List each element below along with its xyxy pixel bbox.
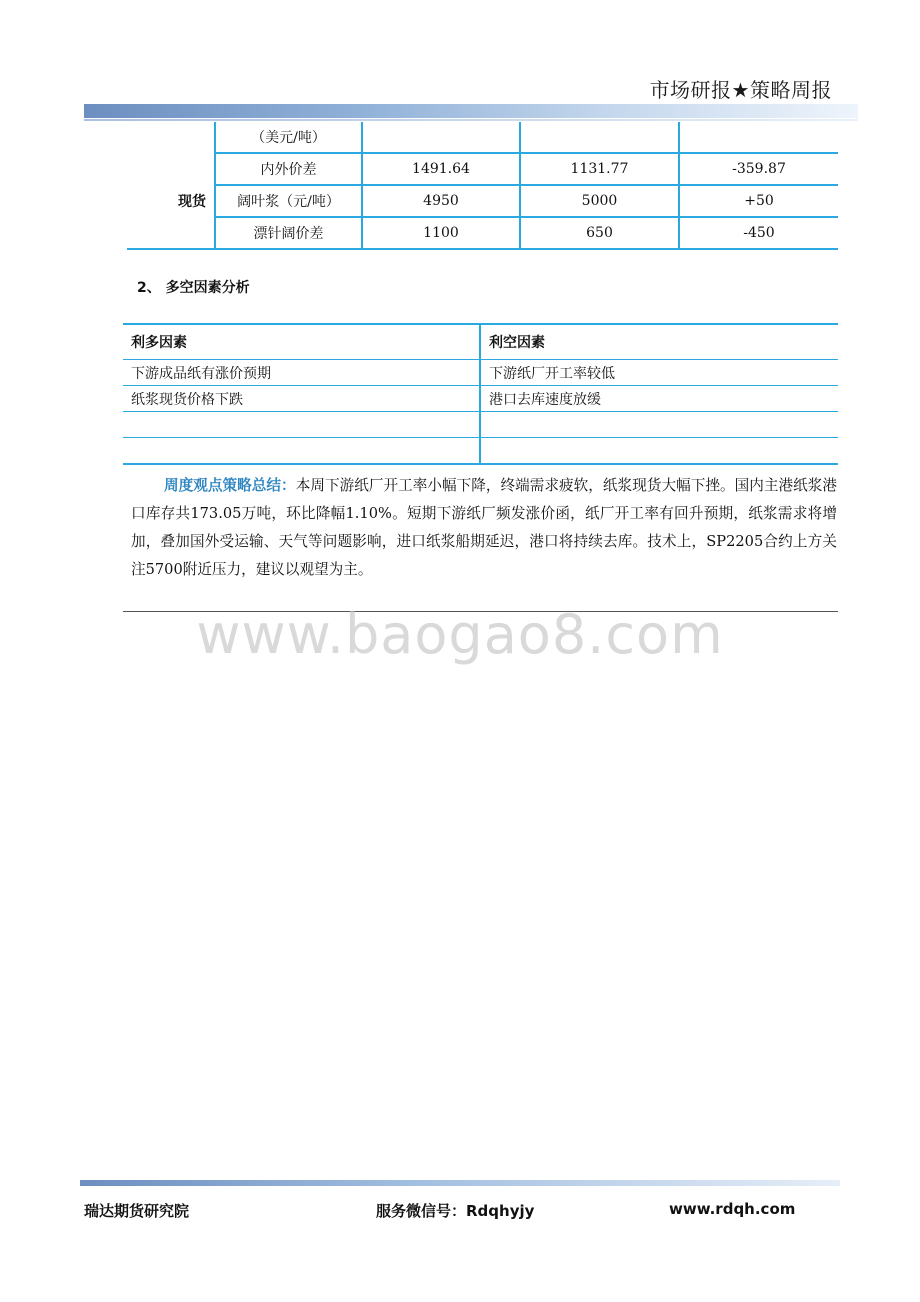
bullish-factor: 下游成品纸有涨价预期 bbox=[123, 360, 480, 386]
group-cell: 现货 bbox=[127, 185, 215, 217]
item-cell: 漂针阔价差 bbox=[215, 217, 362, 249]
summary-text: 本周下游纸厂开工率小幅下降，终端需求疲软，纸浆现货大幅下挫。国内主港纸浆港口库存共173.05万吨，环比降幅1.10%。短期下游纸厂频发涨价函，纸厂开工率有回升预期，纸浆需求将增加，叠加国外受运输、天气等问题影响，进口纸浆船期延迟，港口将持续去库。技术上，SP2205合约上方关注5700附近压力，建议以观望为主。 bbox=[131, 477, 837, 578]
bullish-factors-header: 利多因素 bbox=[123, 324, 480, 360]
table-row bbox=[127, 122, 838, 153]
change-cell bbox=[679, 122, 838, 153]
footer-organization: 瑞达期货研究院 bbox=[84, 1202, 190, 1220]
bullish-factor: 纸浆现货价格下跌 bbox=[123, 386, 480, 412]
footer-wechat: 服务微信号：Rdqhyjy bbox=[376, 1202, 535, 1220]
value-cell: 650 bbox=[520, 217, 679, 249]
header-divider-line bbox=[84, 119, 858, 121]
factor-table bbox=[123, 323, 838, 465]
item-cell: 内外价差 bbox=[215, 153, 362, 185]
weekly-strategy-summary bbox=[131, 472, 837, 584]
value-cell: 4950 bbox=[362, 185, 520, 217]
change-cell: -450 bbox=[679, 217, 838, 249]
watermark: www.baogao8.com bbox=[196, 603, 724, 666]
header-divider-bar bbox=[84, 104, 858, 118]
bearish-factor bbox=[480, 412, 838, 438]
table-row bbox=[123, 412, 838, 438]
group-cell bbox=[127, 217, 215, 249]
value-cell: 1100 bbox=[362, 217, 520, 249]
value-cell bbox=[520, 122, 679, 153]
price-table bbox=[127, 122, 838, 250]
footer-website-link[interactable]: www.rdqh.com bbox=[669, 1200, 796, 1218]
value-cell: 1491.64 bbox=[362, 153, 520, 185]
item-cell: （美元/吨） bbox=[215, 122, 362, 153]
bearish-factors-header: 利空因素 bbox=[480, 324, 838, 360]
item-cell: 阔叶浆（元/吨） bbox=[215, 185, 362, 217]
value-cell: 1131.77 bbox=[520, 153, 679, 185]
bearish-factor: 港口去库速度放缓 bbox=[480, 386, 838, 412]
bullish-factor bbox=[123, 438, 480, 465]
bullish-factor bbox=[123, 412, 480, 438]
value-cell: 5000 bbox=[520, 185, 679, 217]
group-cell bbox=[127, 122, 215, 153]
change-cell: -359.87 bbox=[679, 153, 838, 185]
summary-label: 周度观点策略总结： bbox=[164, 477, 296, 494]
table-row bbox=[123, 438, 838, 465]
section-title: 2、 多空因素分析 bbox=[137, 280, 250, 296]
group-cell bbox=[127, 153, 215, 185]
report-header-title: 市场研报★策略周报 bbox=[649, 78, 832, 102]
table-row bbox=[123, 386, 838, 412]
table-row bbox=[127, 153, 838, 185]
footer-divider-bar bbox=[80, 1180, 840, 1186]
value-cell bbox=[362, 122, 520, 153]
bearish-factor bbox=[480, 438, 838, 465]
bearish-factor: 下游纸厂开工率较低 bbox=[480, 360, 838, 386]
factor-table-header bbox=[123, 324, 838, 360]
table-row bbox=[127, 185, 838, 217]
table-row bbox=[127, 217, 838, 249]
table-row bbox=[123, 360, 838, 386]
change-cell: +50 bbox=[679, 185, 838, 217]
